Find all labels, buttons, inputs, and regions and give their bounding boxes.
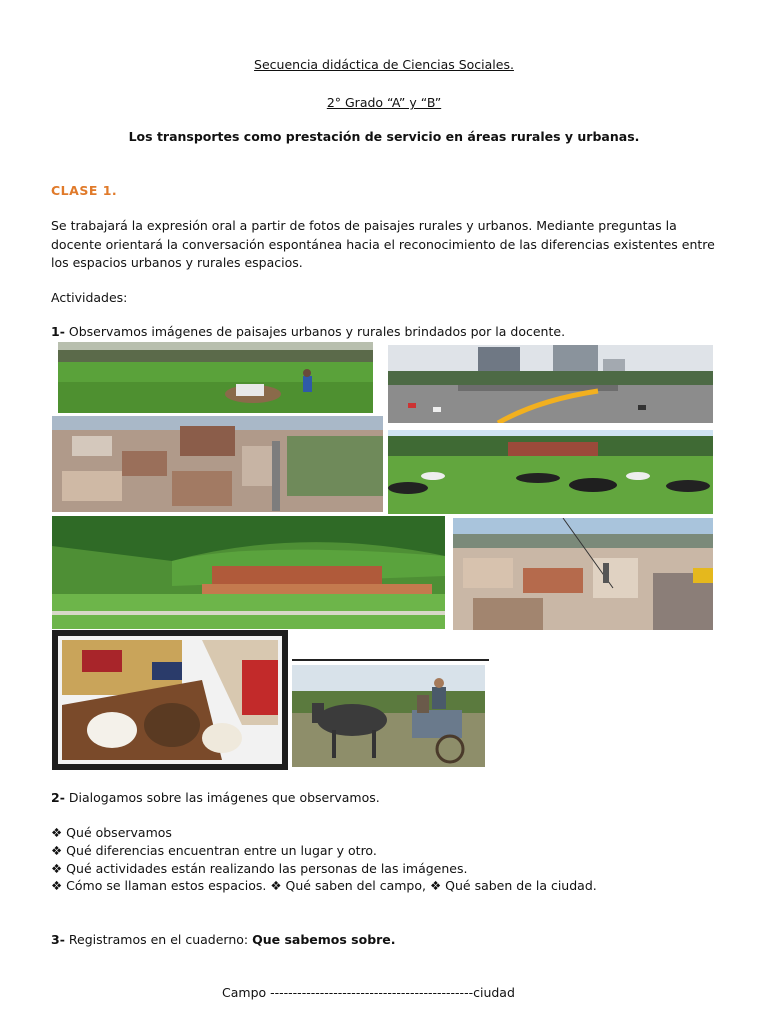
photo-divider-line: [292, 659, 489, 661]
step-1: [51, 324, 565, 339]
question-item: ❖ Qué actividades están realizando las personas de las imágenes.: [51, 861, 468, 876]
activities-label: Actividades:: [51, 290, 128, 305]
class-heading: CLASE 1.: [51, 183, 118, 198]
step-3-number: 3-: [51, 932, 65, 947]
photo-rural-farm-collage: [52, 630, 288, 770]
step-3: [51, 932, 396, 947]
question-item: ❖ Qué observamos: [51, 825, 172, 840]
question-item: ❖ Qué diferencias encuentran entre un lugar y otro.: [51, 843, 377, 858]
document-subtitle: Los transportes como prestación de servicio en áreas rurales y urbanas.: [128, 129, 640, 144]
step-2-text: Dialogamos sobre las imágenes que observamos.: [68, 790, 380, 805]
question-item: ❖ Cómo se llaman estos espacios. ❖ Qué saben del campo, ❖ Qué saben de la ciudad.: [51, 878, 597, 893]
photo-rural-cows: [388, 430, 713, 514]
photo-rural-horse-rider: [58, 342, 373, 413]
photo-rural-horse-cart: [292, 665, 485, 767]
step-3-bold-text: Que sabemos sobre.: [252, 932, 396, 947]
intro-paragraph: Se trabajará la expresión oral a partir de fotos de paisajes rurales y urbanos. Mediante preguntas la docente orientará la conversación espontánea hacia el reconocimiento de las diferencias existentes entre los espacios urbanos y rurales espacios.: [51, 218, 715, 270]
step-1-text: Observamos imágenes de paisajes urbanos y rurales brindados por la docente.: [68, 324, 566, 339]
photo-city-cable-car: [453, 518, 713, 630]
grade-line: 2° Grado “A” y “B”: [326, 95, 442, 110]
photo-city-aerial: [52, 416, 383, 512]
photo-urban-highway: [388, 345, 713, 423]
step-3-text: Registramos en el cuaderno:: [68, 932, 249, 947]
photo-rural-hills-village: [52, 516, 445, 629]
step-2-number: 2-: [51, 790, 65, 805]
footer-line: Campo ---------------------------------------------ciudad: [222, 985, 515, 1000]
step-2: [51, 790, 380, 805]
document-title: Secuencia didáctica de Ciencias Sociales.: [254, 57, 514, 72]
step-1-number: 1-: [51, 324, 65, 339]
